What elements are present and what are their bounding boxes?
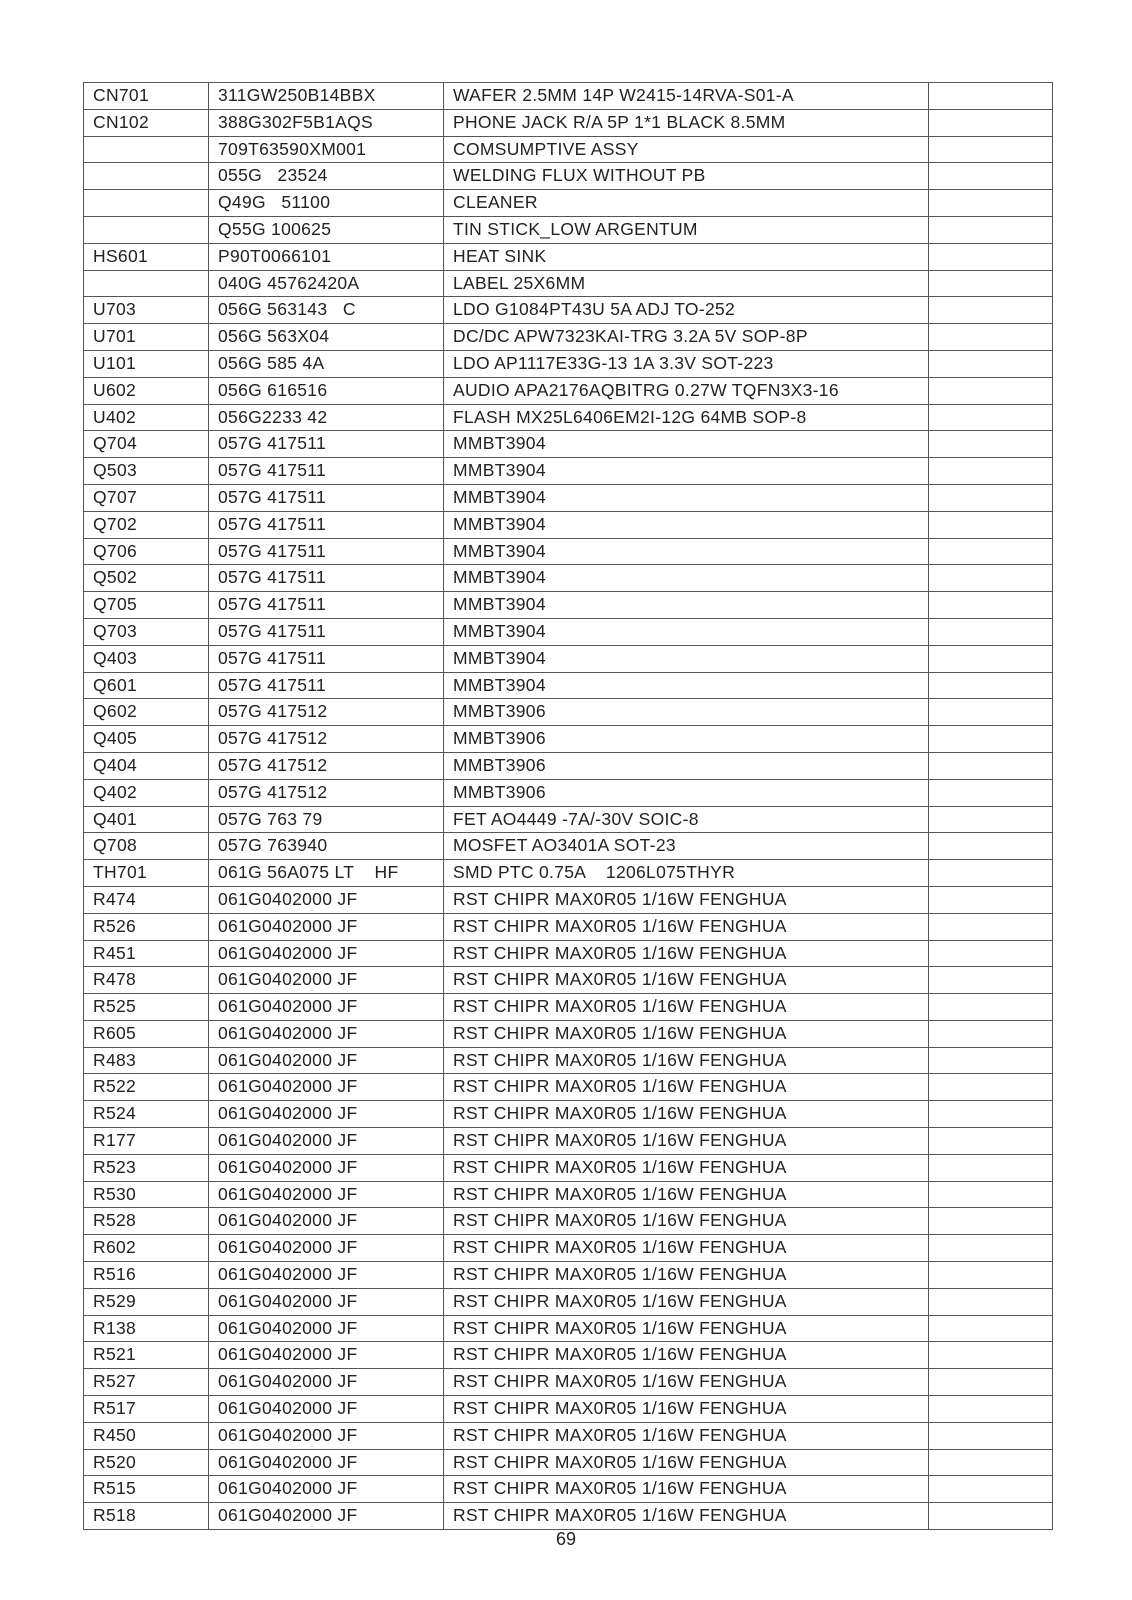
location-cell: TH701 <box>84 860 209 887</box>
table-row <box>84 645 1053 672</box>
location-cell: R529 <box>84 1288 209 1315</box>
description-cell: MMBT3904 <box>444 538 929 565</box>
description-cell: MOSFET AO3401A SOT-23 <box>444 833 929 860</box>
part-number-cell: 061G0402000 JF <box>209 1422 444 1449</box>
part-number-cell: 056G 616516 <box>209 377 444 404</box>
description-cell: SMD PTC 0.75A 1206L075THYR <box>444 860 929 887</box>
remark-cell <box>929 1449 1053 1476</box>
part-number-cell: 057G 417511 <box>209 672 444 699</box>
description-cell: RST CHIPR MAX0R05 1/16W FENGHUA <box>444 1396 929 1423</box>
remark-cell <box>929 726 1053 753</box>
description-cell: RST CHIPR MAX0R05 1/16W FENGHUA <box>444 1369 929 1396</box>
table-row <box>84 1020 1053 1047</box>
table-row <box>84 1503 1053 1530</box>
location-cell: R138 <box>84 1315 209 1342</box>
table-row <box>84 1101 1053 1128</box>
description-cell: LDO G1084PT43U 5A ADJ TO-252 <box>444 297 929 324</box>
description-cell: RST CHIPR MAX0R05 1/16W FENGHUA <box>444 1208 929 1235</box>
remark-cell <box>929 592 1053 619</box>
location-cell: R523 <box>84 1154 209 1181</box>
table-row <box>84 1449 1053 1476</box>
remark-cell <box>929 1315 1053 1342</box>
description-cell: MMBT3904 <box>444 618 929 645</box>
part-number-cell: 061G0402000 JF <box>209 1208 444 1235</box>
location-cell: Q704 <box>84 431 209 458</box>
part-number-cell: 061G0402000 JF <box>209 967 444 994</box>
part-number-cell: 056G2233 42 <box>209 404 444 431</box>
table-row <box>84 136 1053 163</box>
remark-cell <box>929 1020 1053 1047</box>
remark-cell <box>929 109 1053 136</box>
table-row <box>84 297 1053 324</box>
description-cell: MMBT3904 <box>444 645 929 672</box>
part-number-cell: Q49G 51100 <box>209 190 444 217</box>
remark-cell <box>929 243 1053 270</box>
remark-cell <box>929 83 1053 110</box>
description-cell: MMBT3904 <box>444 431 929 458</box>
location-cell: Q402 <box>84 779 209 806</box>
description-cell: CLEANER <box>444 190 929 217</box>
table-row <box>84 538 1053 565</box>
part-number-cell: 057G 417512 <box>209 779 444 806</box>
remark-cell <box>929 1288 1053 1315</box>
location-cell: HS601 <box>84 243 209 270</box>
part-number-cell: 057G 417511 <box>209 431 444 458</box>
remark-cell <box>929 565 1053 592</box>
table-row <box>84 940 1053 967</box>
location-cell: R518 <box>84 1503 209 1530</box>
remark-cell <box>929 672 1053 699</box>
remark-cell <box>929 350 1053 377</box>
remark-cell <box>929 431 1053 458</box>
remark-cell <box>929 752 1053 779</box>
part-number-cell: 057G 417512 <box>209 699 444 726</box>
table-row <box>84 1422 1053 1449</box>
location-cell: U101 <box>84 350 209 377</box>
description-cell: MMBT3904 <box>444 672 929 699</box>
remark-cell <box>929 886 1053 913</box>
table-row <box>84 618 1053 645</box>
remark-cell <box>929 297 1053 324</box>
location-cell: CN102 <box>84 109 209 136</box>
table-row <box>84 1369 1053 1396</box>
table-row <box>84 886 1053 913</box>
part-number-cell: 055G 23524 <box>209 163 444 190</box>
parts-list-body <box>84 83 1053 1530</box>
part-number-cell: 061G0402000 JF <box>209 1288 444 1315</box>
location-cell: Q602 <box>84 699 209 726</box>
part-number-cell: 061G0402000 JF <box>209 1449 444 1476</box>
description-cell: RST CHIPR MAX0R05 1/16W FENGHUA <box>444 1422 929 1449</box>
location-cell: Q502 <box>84 565 209 592</box>
location-cell: U703 <box>84 297 209 324</box>
description-cell: LDO AP1117E33G-13 1A 3.3V SOT-223 <box>444 350 929 377</box>
location-cell: R478 <box>84 967 209 994</box>
description-cell: MMBT3904 <box>444 592 929 619</box>
description-cell: WELDING FLUX WITHOUT PB <box>444 163 929 190</box>
table-row <box>84 1181 1053 1208</box>
table-row <box>84 1315 1053 1342</box>
location-cell <box>84 216 209 243</box>
location-cell: Q705 <box>84 592 209 619</box>
table-row <box>84 216 1053 243</box>
location-cell: Q405 <box>84 726 209 753</box>
description-cell: RST CHIPR MAX0R05 1/16W FENGHUA <box>444 1342 929 1369</box>
description-cell: COMSUMPTIVE ASSY <box>444 136 929 163</box>
part-number-cell: 057G 417511 <box>209 645 444 672</box>
table-row <box>84 1235 1053 1262</box>
part-number-cell: 061G0402000 JF <box>209 940 444 967</box>
description-cell: FET AO4449 -7A/-30V SOIC-8 <box>444 806 929 833</box>
table-row <box>84 672 1053 699</box>
remark-cell <box>929 324 1053 351</box>
location-cell: Q707 <box>84 484 209 511</box>
table-row <box>84 324 1053 351</box>
location-cell: Q706 <box>84 538 209 565</box>
location-cell <box>84 190 209 217</box>
description-cell: RST CHIPR MAX0R05 1/16W FENGHUA <box>444 1154 929 1181</box>
remark-cell <box>929 1396 1053 1423</box>
remark-cell <box>929 860 1053 887</box>
remark-cell <box>929 377 1053 404</box>
description-cell: RST CHIPR MAX0R05 1/16W FENGHUA <box>444 1020 929 1047</box>
remark-cell <box>929 1369 1053 1396</box>
table-row <box>84 1047 1053 1074</box>
part-number-cell: 061G0402000 JF <box>209 1101 444 1128</box>
description-cell: MMBT3904 <box>444 484 929 511</box>
description-cell: RST CHIPR MAX0R05 1/16W FENGHUA <box>444 1476 929 1503</box>
remark-cell <box>929 484 1053 511</box>
part-number-cell: P90T0066101 <box>209 243 444 270</box>
remark-cell <box>929 1262 1053 1289</box>
table-row <box>84 1342 1053 1369</box>
part-number-cell: 057G 417511 <box>209 618 444 645</box>
location-cell: Q503 <box>84 458 209 485</box>
location-cell: R526 <box>84 913 209 940</box>
description-cell: RST CHIPR MAX0R05 1/16W FENGHUA <box>444 913 929 940</box>
remark-cell <box>929 1074 1053 1101</box>
description-cell: RST CHIPR MAX0R05 1/16W FENGHUA <box>444 994 929 1021</box>
location-cell: R451 <box>84 940 209 967</box>
part-number-cell: 061G0402000 JF <box>209 1047 444 1074</box>
table-row <box>84 1262 1053 1289</box>
remark-cell <box>929 1235 1053 1262</box>
description-cell: DC/DC APW7323KAI-TRG 3.2A 5V SOP-8P <box>444 324 929 351</box>
location-cell: R474 <box>84 886 209 913</box>
location-cell: R516 <box>84 1262 209 1289</box>
remark-cell <box>929 1476 1053 1503</box>
location-cell: R515 <box>84 1476 209 1503</box>
table-row <box>84 592 1053 619</box>
description-cell: RST CHIPR MAX0R05 1/16W FENGHUA <box>444 1315 929 1342</box>
part-number-cell: 057G 763940 <box>209 833 444 860</box>
table-row <box>84 726 1053 753</box>
location-cell: R530 <box>84 1181 209 1208</box>
location-cell <box>84 163 209 190</box>
part-number-cell: 056G 563143 C <box>209 297 444 324</box>
part-number-cell: 709T63590XM001 <box>209 136 444 163</box>
remark-cell <box>929 645 1053 672</box>
table-row <box>84 967 1053 994</box>
part-number-cell: 057G 763 79 <box>209 806 444 833</box>
location-cell: Q401 <box>84 806 209 833</box>
location-cell: Q703 <box>84 618 209 645</box>
location-cell: R524 <box>84 1101 209 1128</box>
location-cell: R483 <box>84 1047 209 1074</box>
part-number-cell: 057G 417512 <box>209 726 444 753</box>
description-cell: RST CHIPR MAX0R05 1/16W FENGHUA <box>444 1128 929 1155</box>
table-row <box>84 779 1053 806</box>
part-number-cell: 311GW250B14BBX <box>209 83 444 110</box>
remark-cell <box>929 1101 1053 1128</box>
description-cell: RST CHIPR MAX0R05 1/16W FENGHUA <box>444 967 929 994</box>
table-row <box>84 404 1053 431</box>
description-cell: MMBT3904 <box>444 458 929 485</box>
part-number-cell: 388G302F5B1AQS <box>209 109 444 136</box>
location-cell: R450 <box>84 1422 209 1449</box>
part-number-cell: 061G0402000 JF <box>209 1128 444 1155</box>
description-cell: RST CHIPR MAX0R05 1/16W FENGHUA <box>444 1503 929 1530</box>
remark-cell <box>929 779 1053 806</box>
description-cell: MMBT3906 <box>444 699 929 726</box>
part-number-cell: 061G0402000 JF <box>209 1476 444 1503</box>
remark-cell <box>929 163 1053 190</box>
description-cell: WAFER 2.5MM 14P W2415-14RVA-S01-A <box>444 83 929 110</box>
part-number-cell: 061G0402000 JF <box>209 1235 444 1262</box>
part-number-cell: 061G0402000 JF <box>209 1396 444 1423</box>
description-cell: FLASH MX25L6406EM2I-12G 64MB SOP-8 <box>444 404 929 431</box>
part-number-cell: 057G 417511 <box>209 511 444 538</box>
location-cell: R602 <box>84 1235 209 1262</box>
location-cell: U402 <box>84 404 209 431</box>
table-row <box>84 511 1053 538</box>
table-row <box>84 1476 1053 1503</box>
table-row <box>84 484 1053 511</box>
part-number-cell: 057G 417511 <box>209 484 444 511</box>
remark-cell <box>929 940 1053 967</box>
part-number-cell: 061G0402000 JF <box>209 1503 444 1530</box>
description-cell: PHONE JACK R/A 5P 1*1 BLACK 8.5MM <box>444 109 929 136</box>
part-number-cell: 056G 585 4A <box>209 350 444 377</box>
table-row <box>84 350 1053 377</box>
part-number-cell: 061G0402000 JF <box>209 886 444 913</box>
part-number-cell: 057G 417512 <box>209 752 444 779</box>
part-number-cell: 040G 45762420A <box>209 270 444 297</box>
part-number-cell: 061G0402000 JF <box>209 1262 444 1289</box>
remark-cell <box>929 1503 1053 1530</box>
table-row <box>84 458 1053 485</box>
description-cell: MMBT3904 <box>444 511 929 538</box>
description-cell: LABEL 25X6MM <box>444 270 929 297</box>
part-number-cell: 061G0402000 JF <box>209 1020 444 1047</box>
location-cell: U701 <box>84 324 209 351</box>
remark-cell <box>929 136 1053 163</box>
description-cell: MMBT3906 <box>444 779 929 806</box>
remark-cell <box>929 1047 1053 1074</box>
description-cell: RST CHIPR MAX0R05 1/16W FENGHUA <box>444 1047 929 1074</box>
remark-cell <box>929 618 1053 645</box>
location-cell: R522 <box>84 1074 209 1101</box>
remark-cell <box>929 270 1053 297</box>
location-cell <box>84 270 209 297</box>
table-row <box>84 1154 1053 1181</box>
part-number-cell: 057G 417511 <box>209 565 444 592</box>
part-number-cell: 061G0402000 JF <box>209 1154 444 1181</box>
part-number-cell: 057G 417511 <box>209 592 444 619</box>
description-cell: RST CHIPR MAX0R05 1/16W FENGHUA <box>444 1181 929 1208</box>
description-cell: HEAT SINK <box>444 243 929 270</box>
remark-cell <box>929 511 1053 538</box>
description-cell: RST CHIPR MAX0R05 1/16W FENGHUA <box>444 1101 929 1128</box>
table-row <box>84 913 1053 940</box>
part-number-cell: 061G0402000 JF <box>209 1181 444 1208</box>
table-row <box>84 270 1053 297</box>
page-number: 69 <box>555 1529 577 1549</box>
remark-cell <box>929 190 1053 217</box>
location-cell: R517 <box>84 1396 209 1423</box>
table-row <box>84 806 1053 833</box>
remark-cell <box>929 913 1053 940</box>
table-row <box>84 1074 1053 1101</box>
description-cell: RST CHIPR MAX0R05 1/16W FENGHUA <box>444 1288 929 1315</box>
description-cell: MMBT3904 <box>444 565 929 592</box>
part-number-cell: 057G 417511 <box>209 458 444 485</box>
remark-cell <box>929 1208 1053 1235</box>
remark-cell <box>929 216 1053 243</box>
remark-cell <box>929 994 1053 1021</box>
location-cell: R605 <box>84 1020 209 1047</box>
description-cell: AUDIO APA2176AQBITRG 0.27W TQFN3X3-16 <box>444 377 929 404</box>
location-cell: U602 <box>84 377 209 404</box>
table-row <box>84 699 1053 726</box>
remark-cell <box>929 458 1053 485</box>
part-number-cell: 061G0402000 JF <box>209 1074 444 1101</box>
part-number-cell: 061G0402000 JF <box>209 1369 444 1396</box>
location-cell: CN701 <box>84 83 209 110</box>
description-cell: MMBT3906 <box>444 726 929 753</box>
remark-cell <box>929 538 1053 565</box>
table-row <box>84 109 1053 136</box>
description-cell: RST CHIPR MAX0R05 1/16W FENGHUA <box>444 1074 929 1101</box>
part-number-cell: 061G0402000 JF <box>209 994 444 1021</box>
table-row <box>84 1396 1053 1423</box>
location-cell: R525 <box>84 994 209 1021</box>
location-cell: R527 <box>84 1369 209 1396</box>
location-cell <box>84 136 209 163</box>
remark-cell <box>929 1342 1053 1369</box>
description-cell: RST CHIPR MAX0R05 1/16W FENGHUA <box>444 1235 929 1262</box>
table-row <box>84 83 1053 110</box>
table-row <box>84 190 1053 217</box>
table-row <box>84 1128 1053 1155</box>
remark-cell <box>929 404 1053 431</box>
table-row <box>84 377 1053 404</box>
location-cell: Q404 <box>84 752 209 779</box>
parts-list-table <box>83 82 1053 1530</box>
remark-cell <box>929 1128 1053 1155</box>
location-cell: R520 <box>84 1449 209 1476</box>
part-number-cell: 061G0402000 JF <box>209 1342 444 1369</box>
table-row <box>84 1208 1053 1235</box>
location-cell: Q403 <box>84 645 209 672</box>
table-row <box>84 752 1053 779</box>
table-row <box>84 431 1053 458</box>
part-number-cell: 061G0402000 JF <box>209 1315 444 1342</box>
description-cell: RST CHIPR MAX0R05 1/16W FENGHUA <box>444 1262 929 1289</box>
table-row <box>84 243 1053 270</box>
table-row <box>84 994 1053 1021</box>
remark-cell <box>929 967 1053 994</box>
table-row <box>84 163 1053 190</box>
table-row <box>84 1288 1053 1315</box>
table-row <box>84 833 1053 860</box>
part-number-cell: 057G 417511 <box>209 538 444 565</box>
description-cell: MMBT3906 <box>444 752 929 779</box>
remark-cell <box>929 699 1053 726</box>
location-cell: R521 <box>84 1342 209 1369</box>
remark-cell <box>929 806 1053 833</box>
table-row <box>84 565 1053 592</box>
location-cell: R528 <box>84 1208 209 1235</box>
remark-cell <box>929 1422 1053 1449</box>
location-cell: Q702 <box>84 511 209 538</box>
part-number-cell: 061G0402000 JF <box>209 913 444 940</box>
description-cell: RST CHIPR MAX0R05 1/16W FENGHUA <box>444 940 929 967</box>
part-number-cell: 056G 563X04 <box>209 324 444 351</box>
location-cell: Q708 <box>84 833 209 860</box>
remark-cell <box>929 1181 1053 1208</box>
part-number-cell: Q55G 100625 <box>209 216 444 243</box>
part-number-cell: 061G 56A075 LT HF <box>209 860 444 887</box>
table-row <box>84 860 1053 887</box>
location-cell: Q601 <box>84 672 209 699</box>
remark-cell <box>929 1154 1053 1181</box>
location-cell: R177 <box>84 1128 209 1155</box>
description-cell: RST CHIPR MAX0R05 1/16W FENGHUA <box>444 886 929 913</box>
description-cell: TIN STICK_LOW ARGENTUM <box>444 216 929 243</box>
description-cell: RST CHIPR MAX0R05 1/16W FENGHUA <box>444 1449 929 1476</box>
remark-cell <box>929 833 1053 860</box>
